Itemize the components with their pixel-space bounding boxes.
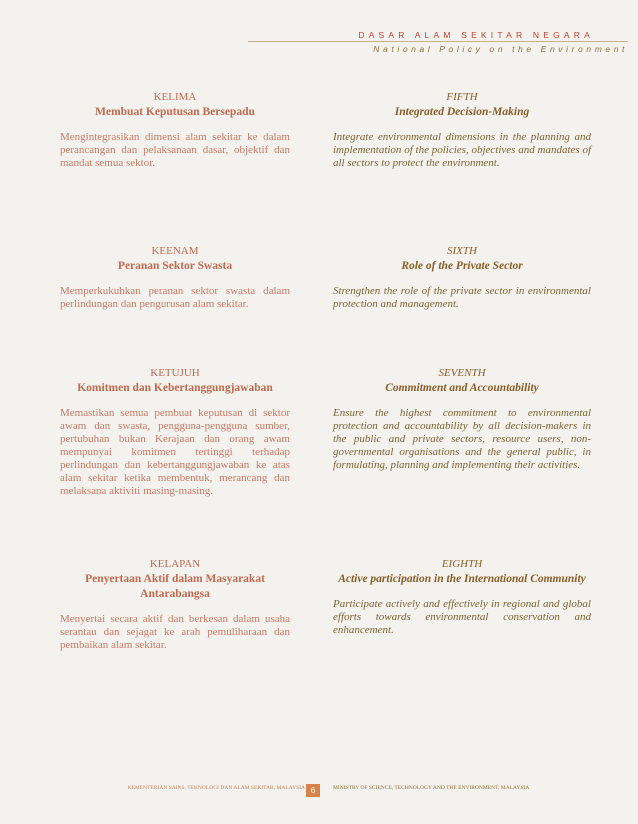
english-column	[333, 557, 591, 637]
section-title: Komitmen dan Kebertanggungjawaban	[77, 382, 273, 394]
section-body: Participate actively and effectively in regional and global efforts towards environmental conservation and enhancement.	[333, 598, 591, 636]
running-header	[248, 30, 628, 54]
section-number: FIFTH	[446, 91, 478, 103]
malay-column	[60, 90, 290, 170]
footer-ministry-english: MINISTRY OF SCIENCE, TECHNOLOGY AND THE ENVIRONMENT, MALAYSIA	[333, 785, 530, 791]
section-body: Integrate environmental dimensions in the planning and implementation of the policies, objectives and mandates of all sectors to protect the environment.	[333, 131, 591, 169]
header-divider	[248, 41, 628, 42]
malay-column	[60, 557, 290, 652]
page-number: 6	[306, 784, 320, 797]
section-number: KETUJUH	[150, 367, 200, 379]
section-body: Memastikan semua pembuat keputusan di sektor awam dan swasta, pengguna-pengguna sumber, pertubuhan bukan Kerajaan dan orang awam mempunyai komitmen tertinggi terhadap perlindungan dan kebertanggungjawaban ke atas alam sekitar ketika membentuk, merancang dan melaksana aktiviti masing-masing.	[60, 407, 290, 497]
section-heading	[333, 244, 591, 274]
section-title: Role of the Private Sector	[401, 260, 523, 272]
malay-column	[60, 366, 290, 498]
section-heading	[60, 366, 290, 396]
section-body: Ensure the highest commitment to environmental protection and accountability by all decision-makers in the public and private sectors, resource users, non-governmental organisations and the general public, in formulating, planning and implementing their activities.	[333, 407, 591, 471]
malay-column	[60, 244, 290, 311]
section-number: SEVENTH	[438, 367, 486, 379]
section-body: Mengintegrasikan dimensi alam sekitar ke dalam perancangan dan pelaksanaan dasar, objektif dan mandat semua sektor.	[60, 131, 290, 169]
section-heading	[333, 557, 591, 587]
english-column	[333, 366, 591, 472]
section-title: Active participation in the International Community	[338, 573, 586, 585]
section-heading	[60, 557, 290, 602]
section-body: Strengthen the role of the private sector in environmental protection and management.	[333, 285, 591, 310]
section-number: EIGHTH	[441, 558, 483, 570]
section-body: Memperkukuhkan peranan sektor swasta dalam perlindungan dan pengurusan alam sekitar.	[60, 285, 290, 310]
header-title-malay: DASAR ALAM SEKITAR NEGARA	[358, 30, 594, 40]
section-number: SIXTH	[447, 245, 477, 257]
section-title: Commitment and Accountability	[385, 382, 539, 394]
section-heading	[333, 366, 591, 396]
section-heading	[60, 244, 290, 274]
section-title: Peranan Sektor Swasta	[117, 260, 233, 272]
section-heading	[60, 90, 290, 120]
footer-ministry-malay: KEMENTERIAN SAINS, TEKNOLOGI DAN ALAM SEKITAR, MALAYSIA	[127, 785, 305, 791]
section-title: Integrated Decision-Making	[394, 106, 530, 118]
section-number: KELAPAN	[149, 558, 201, 570]
section-title: Penyertaan Aktif dalam Masyarakat Antarabangsa	[85, 573, 265, 600]
header-title-english: National Policy on the Environment	[373, 44, 628, 54]
english-column	[333, 90, 591, 170]
section-number: KEENAM	[151, 245, 199, 257]
section-number: KELIMA	[153, 91, 197, 103]
section-body: Menyertai secara aktif dan berkesan dalam usaha serantau dan sejagat ke arah pemuliharaan dan pembaikan alam sekitar.	[60, 613, 290, 651]
section-heading	[333, 90, 591, 120]
english-column	[333, 244, 591, 311]
section-title: Membuat Keputusan Bersepadu	[95, 106, 255, 118]
